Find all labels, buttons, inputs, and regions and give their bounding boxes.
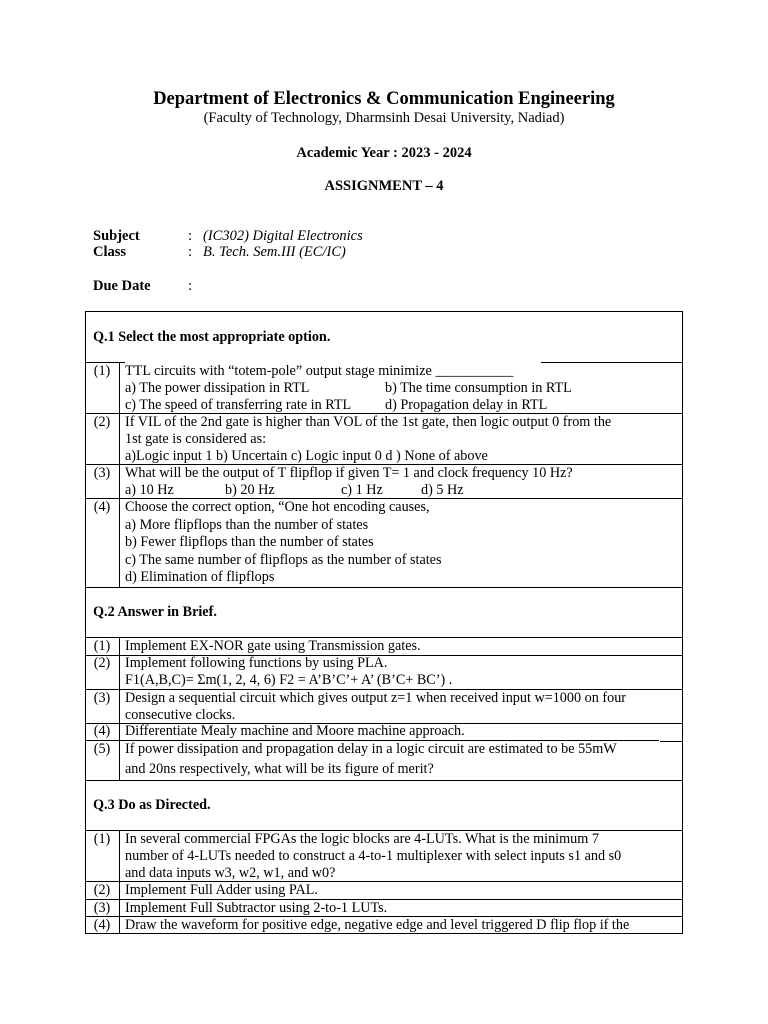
question-number: (1) xyxy=(93,831,111,847)
question-text: If power dissipation and propagation delay in a logic circuit are estimated to be 55mW xyxy=(125,741,617,757)
class-label: Class xyxy=(93,244,127,260)
table-top-border xyxy=(85,311,683,312)
question-number: (4) xyxy=(93,499,111,515)
class-value: B. Tech. Sem.III (EC/IC) xyxy=(203,244,346,260)
question-text: consecutive clocks. xyxy=(125,707,236,723)
question-number: (3) xyxy=(93,690,111,706)
row-divider xyxy=(541,362,683,363)
question-option: a)Logic input 1 b) Uncertain c) Logic input 0 d ) None of above xyxy=(125,448,488,464)
question-number: (2) xyxy=(93,414,111,430)
question-text: Implement Full Subtractor using 2-to-1 LUTs. xyxy=(125,900,388,916)
question-number: (2) xyxy=(93,882,111,898)
row-divider xyxy=(85,587,683,588)
question-option: d) Elimination of flipflops xyxy=(125,569,275,585)
section-heading-q3: Q.3 Do as Directed. xyxy=(93,797,211,813)
question-text: In several commercial FPGAs the logic blocks are 4-LUTs. What is the minimum 7 xyxy=(125,831,599,847)
row-divider xyxy=(85,780,683,781)
question-number: (3) xyxy=(93,465,111,481)
question-number: (4) xyxy=(93,723,111,739)
row-divider xyxy=(85,933,683,934)
question-option: b) Fewer flipflops than the number of states xyxy=(125,534,374,550)
question-option: a) 10 Hz xyxy=(125,482,174,498)
question-number: (2) xyxy=(93,655,111,671)
number-column-divider xyxy=(119,830,120,934)
due-date-label: Due Date xyxy=(93,278,151,294)
question-option: a) More flipflops than the number of states xyxy=(125,517,369,533)
question-number: (4) xyxy=(93,917,111,933)
question-text: Choose the correct option, “One hot encoding causes, xyxy=(125,499,430,515)
question-number: (3) xyxy=(93,900,111,916)
assignment-title: ASSIGNMENT – 4 xyxy=(324,178,444,194)
table-right-border xyxy=(682,311,683,934)
department-title: Department of Electronics & Communication Engineering xyxy=(153,89,615,109)
subject-colon: : xyxy=(188,228,193,244)
section-heading-q1: Q.1 Select the most appropriate option. xyxy=(93,329,331,345)
question-number: (5) xyxy=(93,741,111,757)
question-option: c) The same number of flipflops as the number of states xyxy=(125,552,442,568)
question-option: b) The time consumption in RTL xyxy=(385,380,572,396)
question-text: Implement EX-NOR gate using Transmission gates. xyxy=(125,638,421,654)
question-option: d) Propagation delay in RTL xyxy=(385,397,548,413)
question-text: and data inputs w3, w2, w1, and w0? xyxy=(125,865,336,881)
question-number: (1) xyxy=(93,638,111,654)
subject-value: (IC302) Digital Electronics xyxy=(203,228,363,244)
faculty-subtitle: (Faculty of Technology, Dharmsinh Desai University, Nadiad) xyxy=(203,110,565,126)
question-text: number of 4-LUTs needed to construct a 4-to-1 multiplexer with select inputs s1 and s0 xyxy=(125,848,622,864)
question-text: 1st gate is considered as: xyxy=(125,431,267,447)
question-number: (1) xyxy=(93,363,111,379)
question-option: a) The power dissipation in RTL xyxy=(125,380,310,396)
question-text: TTL circuits with “totem-pole” output stage minimize ___________ xyxy=(125,363,514,379)
subject-label: Subject xyxy=(93,228,140,244)
question-text: Draw the waveform for positive edge, negative edge and level triggered D flip flop if the xyxy=(125,917,630,933)
question-text: F1(A,B,C)= Σm(1, 2, 4, 6) F2 = A’B’C’+ A’ (B’C+ BC’) . xyxy=(125,672,453,688)
question-text: If VIL of the 2nd gate is higher than VOL of the 1st gate, then logic output 0 from the xyxy=(125,414,612,430)
question-text: and 20ns respectively, what will be its figure of merit? xyxy=(125,761,434,777)
question-option: d) 5 Hz xyxy=(421,482,464,498)
question-option: c) 1 Hz xyxy=(341,482,383,498)
section-heading-q2: Q.2 Answer in Brief. xyxy=(93,604,217,620)
question-text: Implement Full Adder using PAL. xyxy=(125,882,318,898)
question-text: Design a sequential circuit which gives output z=1 when received input w=1000 on four xyxy=(125,690,627,706)
number-column-divider xyxy=(119,362,120,587)
question-text: What will be the output of T flipflop if given T= 1 and clock frequency 10 Hz? xyxy=(125,465,573,481)
question-text: Differentiate Mealy machine and Moore machine approach. xyxy=(125,723,465,739)
number-column-divider xyxy=(119,637,120,780)
academic-year: Academic Year : 2023 - 2024 xyxy=(296,145,472,161)
question-text: Implement following functions by using PLA. xyxy=(125,655,388,671)
row-divider xyxy=(660,741,683,742)
due-date-colon: : xyxy=(188,278,193,294)
question-option: c) The speed of transferring rate in RTL xyxy=(125,397,352,413)
class-colon: : xyxy=(188,244,193,260)
question-option: b) 20 Hz xyxy=(225,482,275,498)
